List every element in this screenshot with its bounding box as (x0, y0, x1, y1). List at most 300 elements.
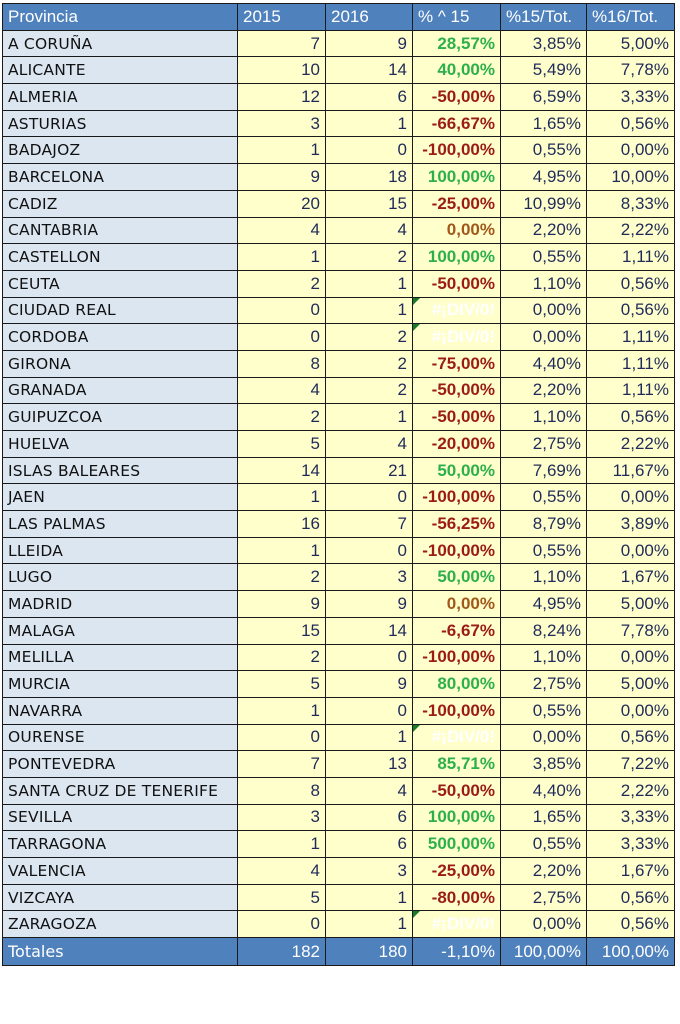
pct16-total-cell[interactable] (587, 644, 675, 671)
pct15-total-cell[interactable] (501, 244, 587, 271)
pct15-total-cell[interactable] (501, 404, 587, 431)
variation-cell[interactable] (413, 617, 501, 644)
pct15-total-cell[interactable] (501, 564, 587, 591)
pct15-total-cell[interactable] (501, 297, 587, 324)
value-2015-cell[interactable] (238, 671, 326, 698)
pct15-total-cell[interactable] (501, 724, 587, 751)
pct15-total-cell[interactable] (501, 511, 587, 538)
province-cell-text: MURCIA (8, 675, 70, 694)
pct16-total-cell-text: 5,00% (620, 674, 669, 694)
pct16-total-cell[interactable] (587, 537, 675, 564)
value-2015-cell[interactable] (238, 57, 326, 84)
pct16-total-cell[interactable] (587, 884, 675, 911)
pct15-total-cell[interactable] (501, 804, 587, 831)
variation-cell-text: 100,00% (427, 166, 495, 186)
pct15-total-cell-text: 8,24% (532, 620, 581, 640)
value-2016-cell-text: 1 (397, 300, 407, 320)
value-2015-cell[interactable] (238, 270, 326, 297)
table-row (3, 644, 675, 671)
pct15-total-cell-text: 2,75% (532, 887, 581, 907)
pct15-total-cell[interactable] (501, 858, 587, 885)
pct16-total-cell[interactable] (587, 57, 675, 84)
value-2016-cell[interactable] (326, 831, 413, 858)
value-2015-cell[interactable] (238, 190, 326, 217)
value-2016-cell[interactable] (326, 457, 413, 484)
value-2015-cell-text: 15 (301, 620, 320, 640)
table-row (3, 484, 675, 511)
value-2016-cell[interactable] (326, 511, 413, 538)
value-2015-cell[interactable] (238, 377, 326, 404)
pct16-total-cell[interactable] (587, 297, 675, 324)
variation-cell[interactable] (413, 244, 501, 271)
error-indicator-icon[interactable] (413, 725, 420, 732)
value-2015-cell[interactable] (238, 431, 326, 458)
variation-cell[interactable] (413, 537, 501, 564)
value-2016-cell[interactable] (326, 164, 413, 191)
variation-cell[interactable] (413, 858, 501, 885)
province-cell[interactable] (3, 270, 238, 297)
value-2016-cell[interactable] (326, 724, 413, 751)
variation-cell-text: 50,00% (437, 460, 495, 480)
province-cell[interactable] (3, 137, 238, 164)
variation-cell[interactable] (413, 110, 501, 137)
value-2015-cell[interactable] (238, 30, 326, 57)
variation-cell[interactable] (413, 404, 501, 431)
pct16-total-cell[interactable] (587, 244, 675, 271)
totals-label[interactable]: Totales (3, 938, 238, 966)
table-row (3, 831, 675, 858)
province-cell[interactable] (3, 217, 238, 244)
province-cell[interactable] (3, 484, 238, 511)
value-2016-cell-text: 14 (388, 60, 407, 80)
value-2016-cell-text: 0 (397, 140, 407, 160)
province-cell[interactable] (3, 911, 238, 938)
pct16-total-cell[interactable] (587, 270, 675, 297)
province-cell[interactable] (3, 404, 238, 431)
value-2016-cell-text: 9 (397, 33, 407, 53)
pct15-total-cell[interactable] (501, 537, 587, 564)
pct16-total-cell[interactable] (587, 404, 675, 431)
pct16-total-cell-text: 0,00% (620, 700, 669, 720)
province-cell[interactable] (3, 858, 238, 885)
value-2016-cell[interactable] (326, 697, 413, 724)
value-2015-cell[interactable] (238, 484, 326, 511)
variation-cell-text: -50,00% (431, 780, 495, 800)
variation-cell-text: -100,00% (422, 540, 495, 560)
value-2016-cell-text: 0 (397, 700, 407, 720)
error-indicator-icon[interactable] (413, 298, 420, 305)
value-2015-cell[interactable] (238, 164, 326, 191)
value-2016-cell-text: 2 (397, 353, 407, 373)
value-2015-cell-text: 1 (310, 140, 320, 160)
value-2016-cell[interactable] (326, 324, 413, 351)
province-cell-text: CEUTA (8, 274, 60, 293)
value-2015-cell[interactable] (238, 724, 326, 751)
variation-cell-text: 500,00% (427, 834, 495, 854)
pct16-total-cell[interactable] (587, 457, 675, 484)
value-2016-cell[interactable] (326, 57, 413, 84)
value-2016-cell-text: 0 (397, 647, 407, 667)
totals-variation[interactable]: -1,10% (413, 938, 501, 966)
pct15-total-cell[interactable] (501, 591, 587, 618)
variation-cell[interactable] (413, 777, 501, 804)
value-2016-cell-text: 1 (397, 113, 407, 133)
pct15-total-cell-text: 4,95% (532, 166, 581, 186)
error-indicator-icon[interactable] (413, 911, 420, 918)
variation-cell[interactable] (413, 751, 501, 778)
province-cell[interactable] (3, 831, 238, 858)
variation-cell[interactable] (413, 297, 501, 324)
variation-cell[interactable] (413, 217, 501, 244)
variation-cell[interactable] (413, 137, 501, 164)
value-2015-cell[interactable] (238, 884, 326, 911)
value-2015-cell[interactable] (238, 404, 326, 431)
header-pct16-total[interactable]: %16/Tot. (587, 4, 675, 31)
variation-cell-text: -100,00% (422, 487, 495, 507)
pct15-total-cell[interactable] (501, 884, 587, 911)
pct16-total-cell[interactable] (587, 84, 675, 111)
pct15-total-cell[interactable] (501, 671, 587, 698)
pct16-total-cell[interactable] (587, 751, 675, 778)
pct16-total-cell[interactable] (587, 217, 675, 244)
value-2015-cell[interactable] (238, 804, 326, 831)
value-2015-cell-text: 2 (310, 647, 320, 667)
province-cell[interactable] (3, 350, 238, 377)
value-2016-cell[interactable] (326, 644, 413, 671)
province-cell[interactable] (3, 297, 238, 324)
province-cell[interactable] (3, 671, 238, 698)
value-2015-cell[interactable] (238, 831, 326, 858)
variation-cell[interactable] (413, 884, 501, 911)
variation-cell[interactable] (413, 484, 501, 511)
pct15-total-cell[interactable] (501, 350, 587, 377)
province-cell[interactable] (3, 751, 238, 778)
variation-cell[interactable] (413, 431, 501, 458)
variation-cell[interactable] (413, 377, 501, 404)
value-2015-cell[interactable] (238, 591, 326, 618)
pct16-total-cell[interactable] (587, 484, 675, 511)
value-2015-cell[interactable] (238, 137, 326, 164)
value-2015-cell[interactable] (238, 297, 326, 324)
province-cell[interactable] (3, 617, 238, 644)
variation-cell-text: #¡DIV/0! (431, 327, 495, 347)
pct16-total-cell[interactable] (587, 777, 675, 804)
value-2016-cell[interactable] (326, 431, 413, 458)
value-2015-cell[interactable] (238, 644, 326, 671)
value-2015-cell[interactable] (238, 697, 326, 724)
variation-cell[interactable] (413, 164, 501, 191)
pct15-total-cell[interactable] (501, 190, 587, 217)
value-2016-cell[interactable] (326, 137, 413, 164)
pct16-total-cell-text: 0,56% (620, 914, 669, 934)
pct15-total-cell[interactable] (501, 617, 587, 644)
value-2016-cell[interactable] (326, 404, 413, 431)
variation-cell[interactable] (413, 350, 501, 377)
header-row (3, 4, 675, 31)
header-pct15-total[interactable]: %15/Tot. (501, 4, 587, 31)
province-cell-text: CADIZ (8, 194, 58, 213)
pct15-total-cell[interactable] (501, 110, 587, 137)
value-2016-cell-text: 4 (397, 433, 407, 453)
value-2015-cell[interactable] (238, 110, 326, 137)
value-2015-cell-text: 12 (301, 86, 320, 106)
province-cell[interactable] (3, 644, 238, 671)
value-2016-cell[interactable] (326, 30, 413, 57)
pct15-total-cell[interactable] (501, 30, 587, 57)
value-2016-cell[interactable] (326, 564, 413, 591)
pct16-total-cell[interactable] (587, 804, 675, 831)
pct16-total-cell[interactable] (587, 671, 675, 698)
variation-cell[interactable] (413, 270, 501, 297)
table-row (3, 431, 675, 458)
totals-row (3, 938, 675, 966)
province-cell[interactable] (3, 537, 238, 564)
value-2015-cell[interactable] (238, 457, 326, 484)
value-2015-cell[interactable] (238, 564, 326, 591)
pct16-total-cell[interactable] (587, 511, 675, 538)
value-2015-cell[interactable] (238, 324, 326, 351)
value-2016-cell[interactable] (326, 244, 413, 271)
pct16-total-cell-text: 1,11% (622, 353, 669, 373)
value-2015-cell[interactable] (238, 858, 326, 885)
pct15-total-cell-text: 0,00% (532, 914, 581, 934)
value-2015-cell[interactable] (238, 777, 326, 804)
province-cell[interactable] (3, 164, 238, 191)
province-cell[interactable] (3, 511, 238, 538)
pct16-total-cell[interactable] (587, 137, 675, 164)
pct15-total-cell[interactable] (501, 777, 587, 804)
pct15-total-cell[interactable] (501, 217, 587, 244)
value-2016-cell-text: 21 (388, 460, 407, 480)
variation-cell[interactable] (413, 84, 501, 111)
value-2016-cell[interactable] (326, 84, 413, 111)
pct16-total-cell[interactable] (587, 564, 675, 591)
value-2016-cell[interactable] (326, 484, 413, 511)
province-cell[interactable] (3, 377, 238, 404)
pct15-total-cell-text: 10,99% (523, 193, 581, 213)
table-row (3, 57, 675, 84)
value-2016-cell[interactable] (326, 858, 413, 885)
pct15-total-cell-text: 0,55% (532, 247, 581, 267)
pct16-total-cell[interactable] (587, 858, 675, 885)
value-2015-cell[interactable] (238, 84, 326, 111)
pct16-total-cell[interactable] (587, 110, 675, 137)
value-2016-cell[interactable] (326, 617, 413, 644)
pct16-total-cell[interactable] (587, 350, 675, 377)
pct16-total-cell[interactable] (587, 377, 675, 404)
variation-cell-text: #¡DIV/0! (431, 914, 495, 934)
province-cell-text: CIUDAD REAL (8, 301, 116, 320)
pct16-total-cell[interactable] (587, 591, 675, 618)
province-cell-text: CORDOBA (8, 328, 89, 347)
variation-cell-text: 80,00% (437, 674, 495, 694)
value-2016-cell[interactable] (326, 751, 413, 778)
pct15-total-cell[interactable] (501, 457, 587, 484)
value-2016-cell-text: 15 (388, 193, 407, 213)
pct16-total-cell[interactable] (587, 324, 675, 351)
province-cell[interactable] (3, 431, 238, 458)
variation-cell-text: 100,00% (427, 247, 495, 267)
variation-cell[interactable] (413, 591, 501, 618)
variation-cell-text: -75,00% (431, 353, 495, 373)
value-2015-cell[interactable] (238, 511, 326, 538)
pct15-total-cell[interactable] (501, 137, 587, 164)
pct15-total-cell[interactable] (501, 697, 587, 724)
province-cell[interactable] (3, 84, 238, 111)
variation-cell-text: 28,57% (437, 33, 495, 53)
header-2016[interactable]: 2016 (326, 4, 413, 31)
province-cell[interactable] (3, 110, 238, 137)
value-2016-cell[interactable] (326, 350, 413, 377)
variation-cell-text: #¡DIV/0! (431, 300, 495, 320)
header-2015[interactable]: 2015 (238, 4, 326, 31)
pct15-total-cell[interactable] (501, 484, 587, 511)
pct16-total-cell[interactable] (587, 911, 675, 938)
value-2016-cell[interactable] (326, 911, 413, 938)
province-cell[interactable] (3, 244, 238, 271)
header-variation[interactable]: % ^ 15 (413, 4, 501, 31)
pct15-total-cell-text: 0,00% (532, 727, 581, 747)
pct16-total-cell[interactable] (587, 831, 675, 858)
variation-cell[interactable] (413, 671, 501, 698)
value-2015-cell-text: 9 (310, 593, 320, 613)
table-row (3, 858, 675, 885)
value-2016-cell[interactable] (326, 217, 413, 244)
pct16-total-cell-text: 0,56% (620, 727, 669, 747)
pct16-total-cell-text: 5,00% (620, 33, 669, 53)
pct16-total-cell-text: 10,00% (611, 166, 669, 186)
province-cell[interactable] (3, 804, 238, 831)
province-cell-text: CANTABRIA (8, 221, 99, 240)
pct16-total-cell[interactable] (587, 164, 675, 191)
variation-cell[interactable] (413, 457, 501, 484)
table-row (3, 324, 675, 351)
variation-cell-text: -20,00% (431, 433, 495, 453)
pct16-total-cell-text: 2,22% (620, 780, 669, 800)
pct16-total-cell-text: 0,00% (620, 540, 669, 560)
totals-pct15[interactable]: 100,00% (501, 938, 587, 966)
variation-cell[interactable] (413, 804, 501, 831)
value-2015-cell[interactable] (238, 537, 326, 564)
table-row (3, 884, 675, 911)
value-2016-cell[interactable] (326, 804, 413, 831)
pct16-total-cell[interactable] (587, 190, 675, 217)
variation-cell[interactable] (413, 831, 501, 858)
table-row (3, 591, 675, 618)
variation-cell[interactable] (413, 724, 501, 751)
province-cell-text: GIRONA (8, 354, 71, 373)
table-row (3, 724, 675, 751)
variation-cell-text: -50,00% (431, 86, 495, 106)
variation-cell[interactable] (413, 190, 501, 217)
pct16-total-cell-text: 2,22% (620, 220, 669, 240)
value-2016-cell-text: 9 (397, 674, 407, 694)
province-cell[interactable] (3, 697, 238, 724)
province-cell[interactable] (3, 30, 238, 57)
province-cell[interactable] (3, 457, 238, 484)
pct15-total-cell[interactable] (501, 57, 587, 84)
pct16-total-cell[interactable] (587, 724, 675, 751)
variation-cell[interactable] (413, 644, 501, 671)
totals-2016[interactable]: 180 (326, 938, 413, 966)
value-2016-cell[interactable] (326, 671, 413, 698)
pct16-total-cell-text: 7,22% (620, 754, 669, 774)
value-2016-cell[interactable] (326, 884, 413, 911)
pct16-total-cell[interactable] (587, 697, 675, 724)
pct15-total-cell[interactable] (501, 751, 587, 778)
province-cell-text: ASTURIAS (8, 114, 87, 133)
header-provincia[interactable]: Provincia (3, 4, 238, 31)
province-cell[interactable] (3, 564, 238, 591)
value-2015-cell[interactable] (238, 244, 326, 271)
province-cell-text: CASTELLON (8, 248, 101, 267)
pct15-total-cell-text: 3,85% (532, 754, 581, 774)
value-2015-cell[interactable] (238, 617, 326, 644)
province-cell[interactable] (3, 777, 238, 804)
pct15-total-cell[interactable] (501, 431, 587, 458)
value-2016-cell[interactable] (326, 777, 413, 804)
value-2015-cell-text: 5 (310, 433, 320, 453)
pct15-total-cell[interactable] (501, 84, 587, 111)
value-2016-cell[interactable] (326, 377, 413, 404)
pct15-total-cell[interactable] (501, 644, 587, 671)
province-cell[interactable] (3, 884, 238, 911)
pct16-total-cell-text: 0,56% (620, 300, 669, 320)
value-2016-cell[interactable] (326, 270, 413, 297)
value-2016-cell[interactable] (326, 190, 413, 217)
variation-cell[interactable] (413, 324, 501, 351)
variation-cell[interactable] (413, 57, 501, 84)
value-2016-cell-text: 3 (397, 567, 407, 587)
variation-cell-text: 100,00% (427, 807, 495, 827)
value-2015-cell[interactable] (238, 350, 326, 377)
pct15-total-cell[interactable] (501, 911, 587, 938)
province-cell[interactable] (3, 591, 238, 618)
value-2016-cell[interactable] (326, 591, 413, 618)
variation-cell[interactable] (413, 564, 501, 591)
variation-cell[interactable] (413, 911, 501, 938)
value-2016-cell[interactable] (326, 110, 413, 137)
province-cell[interactable] (3, 190, 238, 217)
pct15-total-cell[interactable] (501, 324, 587, 351)
pct15-total-cell[interactable] (501, 377, 587, 404)
province-cell[interactable] (3, 57, 238, 84)
value-2015-cell-text: 9 (310, 166, 320, 186)
totals-pct16[interactable]: 100,00% (587, 938, 675, 966)
value-2015-cell[interactable] (238, 217, 326, 244)
pct16-total-cell[interactable] (587, 30, 675, 57)
value-2016-cell[interactable] (326, 537, 413, 564)
pct15-total-cell[interactable] (501, 831, 587, 858)
pct16-total-cell[interactable] (587, 431, 675, 458)
province-cell-text: MADRID (8, 594, 73, 613)
error-indicator-icon[interactable] (413, 324, 420, 331)
value-2015-cell[interactable] (238, 911, 326, 938)
pct15-total-cell[interactable] (501, 164, 587, 191)
variation-cell-text: -6,67% (441, 620, 495, 640)
totals-2015[interactable]: 182 (238, 938, 326, 966)
province-cell[interactable] (3, 324, 238, 351)
pct16-total-cell-text: 0,56% (620, 113, 669, 133)
value-2016-cell[interactable] (326, 297, 413, 324)
pct16-total-cell[interactable] (587, 617, 675, 644)
variation-cell[interactable] (413, 697, 501, 724)
variation-cell[interactable] (413, 30, 501, 57)
pct15-total-cell[interactable] (501, 270, 587, 297)
value-2015-cell[interactable] (238, 751, 326, 778)
province-cell[interactable] (3, 724, 238, 751)
variation-cell[interactable] (413, 511, 501, 538)
